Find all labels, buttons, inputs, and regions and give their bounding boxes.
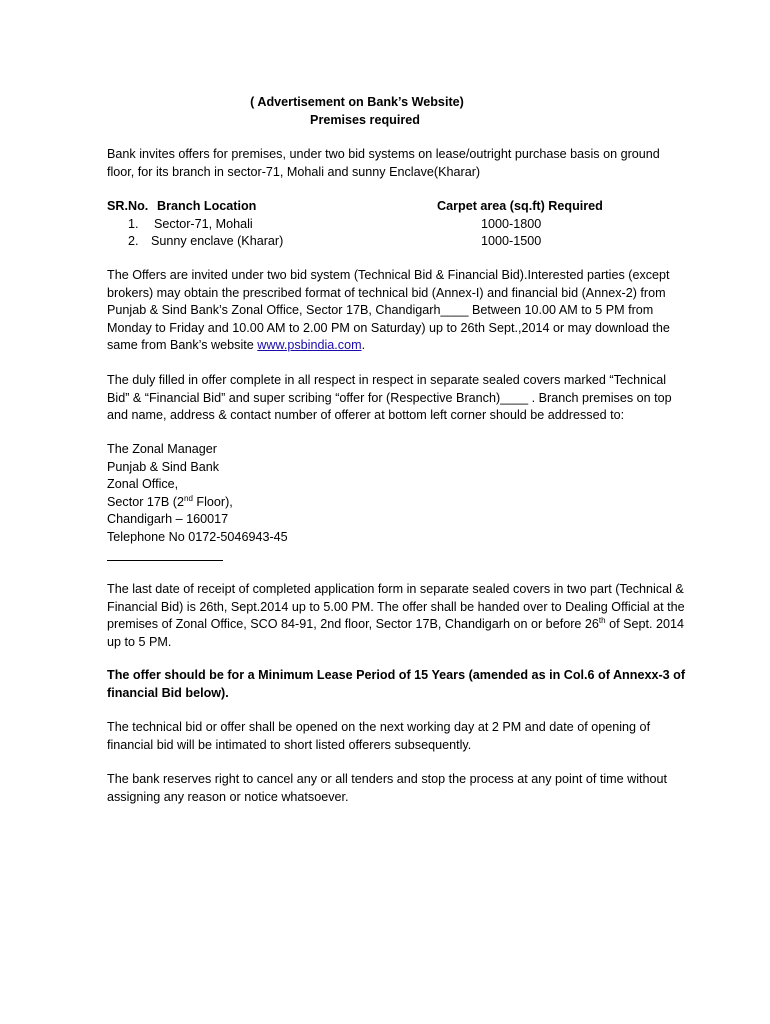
address-block [107,441,687,546]
col-srno-header: SR.No. [107,199,149,213]
superscript: nd [184,493,193,503]
row-number: 1. [128,216,139,231]
col-location-header: Branch Location [157,199,257,213]
address-line: Telephone No 0172-5046943-45 [107,529,288,544]
bank-website-link[interactable]: www.psbindia.com [257,338,362,352]
row-location: Sector-71, Mohali [154,216,253,231]
lease-period-paragraph: The offer should be for a Minimum Lease Period of 15 Years (amended as in Col.6 of Annexx-3 of financial Bid below). [107,668,686,700]
col-area-header: Carpet area (sq.ft) Required [437,199,603,213]
superscript: th [598,615,606,625]
row-area: 1000-1800 [481,216,542,231]
last-date-text: 26 [584,617,599,631]
offers-text: The Offers are invited under two bid system (Technical Bid & Financial Bid).Interested parties (except brokers) may obtain the prescribed format of technical bid (Annex-I) and financial bid (Annex-2) from Punjab & Sind Bank’s Zonal Office, Sector 17B, Chandigarh____ Between 10.00 AM to 5 PM from Monday to Friday and 10.00 AM to 2.00 PM on Saturday) up to 26th Sept.,2014 or may download the same from Bank’s website [107,268,670,352]
address-line: Chandigarh – 160017 [107,512,229,526]
table-row [107,233,667,251]
address-line: The Zonal Manager [107,442,217,456]
last-date-paragraph [107,581,687,651]
reservation-paragraph: The bank reserves right to cancel any or all tenders and stop the process at any point of time without assigning any reason or notice whatsoever. [107,772,668,804]
address-line: Zonal Office, [107,477,179,491]
divider-line [107,560,223,561]
address-line [107,494,687,512]
address-line-text: Floor), [192,494,233,509]
last-date-text: The last date of receipt of completed application form in separate sealed covers in two part (Technical & Financial Bid) is 26th, Sept.2014 up to 5.00 PM. The offer shall be handed over to Dealing Official at the premises of Zonal Office, SCO 84-91, 2nd floor, Sector 17B, Chandigarh on or before [107,582,685,631]
row-number: 2. [128,234,139,248]
row-area: 1000-1500 [481,234,542,248]
document-title: ( Advertisement on Bank’s Website) [250,95,464,109]
sealed-covers-paragraph: The duly filled in offer complete in all respect in respect in separate sealed covers marked “Technical Bid” & “Financial Bid” and super scribing “offer for (Respective Branch)____ . Branch premises on top and name, address & contact number of offerer at bottom left corner should be addressed to: [107,373,672,422]
offers-paragraph [107,267,687,355]
address-line: Punjab & Sind Bank [107,459,220,474]
last-date-text: of Sept. 2014 up to 5 PM. [107,617,685,649]
offers-text-end: . [361,338,366,352]
table-header [107,198,667,216]
table-row [107,216,667,234]
bid-opening-paragraph: The technical bid or offer shall be opened on the next working day at 2 PM and date of opening of financial bid will be intimated to short listed offerers subsequently. [107,720,651,752]
address-line-text: Sector 17B (2 [107,494,185,509]
document-subtitle: Premises required [310,112,420,127]
row-location: Sunny enclave (Kharar) [151,234,284,248]
intro-paragraph: Bank invites offers for premises, under two bid systems on lease/outright purchase basis on ground floor, for its branch in sector-71, Mohali and sunny Enclave(Kharar) [107,147,660,179]
